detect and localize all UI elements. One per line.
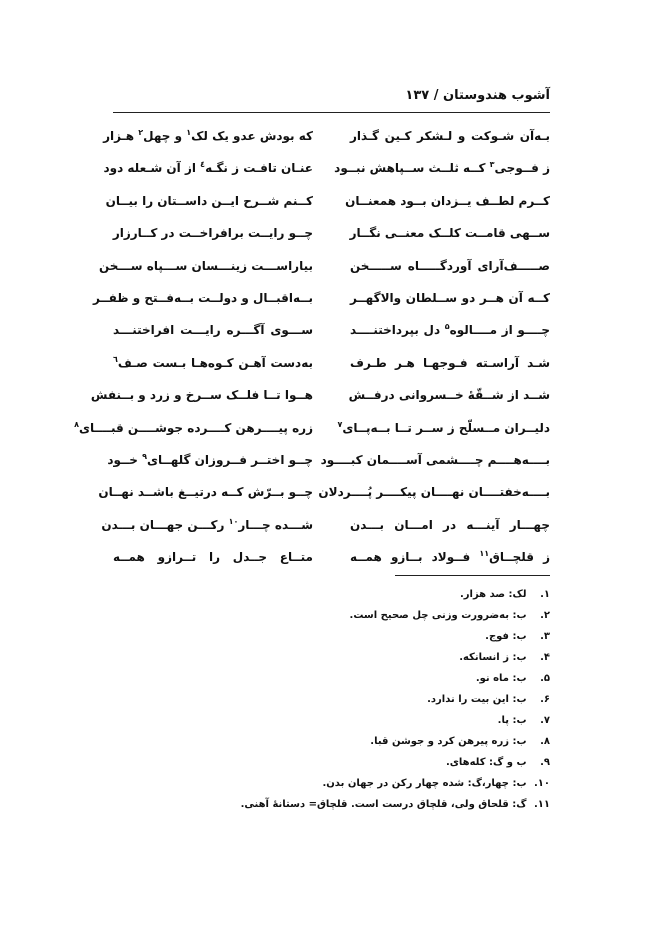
first-hemistich <box>350 516 550 534</box>
footnote <box>220 650 550 671</box>
second-hemistich <box>113 548 313 566</box>
footnote-text: ب: چهار،گ: شده چهار رکن در جهان بدن. <box>322 778 527 789</box>
footnote-number: ۲. <box>540 610 550 621</box>
hemistich-text: هــوا تــا فلــک ســرخ و زرد و بــنفش <box>90 388 313 403</box>
second-hemistich <box>105 192 313 210</box>
first-hemistich <box>350 321 550 339</box>
footnote-text: ب: فوج. <box>485 631 527 642</box>
footnote <box>220 671 550 692</box>
footnote-number: ۹. <box>540 757 550 768</box>
footnote-ref: ۵ <box>444 322 450 332</box>
couplet <box>92 289 550 321</box>
footnote-text: ب: به‌ضرورت وزنی چل صحیح است. <box>349 610 527 621</box>
footnote-number: ۴. <box>540 652 550 663</box>
hemistich-text: بیاراســـت زینـــسان ســـپاه ســـخن <box>99 258 313 273</box>
first-hemistich <box>350 127 550 145</box>
first-hemistich <box>345 192 550 210</box>
couplet <box>98 483 550 515</box>
first-hemistich <box>350 224 550 242</box>
footnotes <box>220 587 550 818</box>
second-hemistich <box>98 483 313 501</box>
first-hemistich <box>350 386 550 404</box>
couplet <box>113 354 550 386</box>
second-hemistich <box>103 127 313 145</box>
footnote-number: ۱. <box>540 589 550 600</box>
hemistich-text: دل بپرداختنــــد <box>350 323 445 338</box>
hemistich-text: ســـوی آگـــره رایـــت افراختنـــد <box>113 323 313 338</box>
hemistich-text: زره پیــــرهن کــــرده جوشــــن قبــــای <box>79 420 313 435</box>
footnote-rule <box>395 575 550 576</box>
footnote-number: ۱۰. <box>533 778 550 789</box>
footnote-ref: ۷ <box>337 419 343 429</box>
footnote-text: ب: ز انسانکه. <box>459 652 527 663</box>
first-hemistich <box>318 483 550 501</box>
couplet <box>113 224 550 256</box>
second-hemistich <box>113 321 313 339</box>
hemistich-text: دلیــران مــسلّح ز ســر تــا بــه‌پــای <box>342 420 550 435</box>
hemistich-text: بــــه‌هــــم چــــشمی آســــمان کبــــود <box>320 452 550 467</box>
hemistich-text: ز قلچــاق <box>489 550 550 565</box>
footnote <box>220 755 550 776</box>
hemistich-text: شــد از شــقّهٔ خــسروانی درفــش <box>348 388 550 403</box>
hemistich-text: کــه آن هــر دو ســلطان والاگهــر <box>350 290 550 305</box>
footnote <box>220 587 550 608</box>
second-hemistich <box>99 257 313 275</box>
first-hemistich <box>350 354 550 372</box>
footnote-number: ۶. <box>540 694 550 705</box>
hemistich-text: و چهل <box>143 129 187 143</box>
hemistich-text: به‌دست آهـن کـوه‌هـا بـست صـف <box>117 355 313 370</box>
hemistich-text: چــو رایــت برافراخــت در کــارزار <box>112 226 313 241</box>
footnote-text: ب: پا. <box>497 715 527 726</box>
footnote <box>220 797 550 818</box>
first-hemistich <box>337 419 550 437</box>
second-hemistich <box>74 419 313 437</box>
couplet <box>90 386 550 418</box>
hemistich-text: کــرم لطــف یــزدان بــود همعنــان <box>345 193 550 208</box>
footnote-number: ۳. <box>540 631 550 642</box>
hemistich-text: خــود <box>107 452 143 467</box>
hemistich-text: چــو بــرّش کــه درتیــغ باشــد نهــان <box>98 485 313 500</box>
couplet <box>107 451 550 483</box>
couplet <box>99 257 550 289</box>
footnote-ref: ۱۰ <box>228 516 239 526</box>
footnote-ref: ۲ <box>138 128 144 137</box>
footnote-text: ب: زره پیرهن کرد و جوشن قبا. <box>370 736 527 747</box>
footnote-number: ۷. <box>540 715 550 726</box>
footnote-text: ب و گ: کله‌های. <box>445 757 527 768</box>
second-hemistich <box>107 451 313 469</box>
hemistich-text: که بودش عدو یک لک <box>191 129 313 143</box>
hemistich-text: صـــــف‌آرای آوردگـــــاه ســـــخن <box>350 258 550 273</box>
hemistich-text: بــــه‌خفتــــان نهــــان پیکــــر پُــــردلان <box>318 485 550 500</box>
hemistich-text: عنـان تافـت ز نگـه <box>205 161 313 176</box>
footnote-number: ۱۱. <box>533 799 550 810</box>
first-hemistich <box>350 548 550 566</box>
footnote-text: گ: قلحاق ولی، قلچاق درست است. قلچاق= دستانهٔ آهنی. <box>240 799 527 810</box>
couplet <box>105 192 550 224</box>
footnote-number: ۵. <box>540 673 550 684</box>
page-title: آشوب هندوستان / ۱۳۷ <box>405 88 550 103</box>
hemistich-text: فــولاد بــازو همــه <box>350 550 480 565</box>
couplet <box>103 159 550 191</box>
hemistich-text: شـــده چـــار <box>238 517 313 532</box>
footnote-ref: ۱۱ <box>479 549 490 559</box>
second-hemistich <box>92 289 313 307</box>
hemistich-text: کــنم شــرح ایــن داســتان را بیــان <box>105 193 313 208</box>
footnote-number: ۸. <box>540 736 550 747</box>
hemistich-text: بـه‌آن شـوکت و لـشکر کـین گـذار <box>350 129 550 143</box>
footnote-text: ب: ماه نو. <box>475 673 527 684</box>
hemistich-text: ســهی قامــت کلــک معنــی نگــار <box>349 226 550 241</box>
footnote <box>220 776 550 797</box>
footnote-text: ب: این بیت را ندارد. <box>427 694 527 705</box>
footnote <box>220 692 550 713</box>
footnote <box>220 734 550 755</box>
footnote <box>220 713 550 734</box>
second-hemistich <box>90 386 313 404</box>
hemistich-text: هـزار <box>103 129 139 143</box>
footnote <box>220 629 550 650</box>
footnote-ref: ۳ <box>489 160 495 170</box>
first-hemistich <box>350 289 550 307</box>
footnote <box>220 608 550 629</box>
couplet <box>113 321 550 353</box>
footnote-ref: ٦ <box>113 354 118 364</box>
first-hemistich <box>334 159 550 177</box>
first-hemistich <box>320 451 550 469</box>
footnote-ref: ٤ <box>200 160 206 170</box>
second-hemistich <box>113 224 313 242</box>
footnote-text: لک: صد هزار. <box>459 589 527 600</box>
couplet <box>74 419 550 451</box>
poem-body <box>74 127 550 580</box>
footnote-ref: ۱ <box>186 128 192 137</box>
footnote-ref: ۹ <box>142 451 147 461</box>
couplet <box>101 516 550 548</box>
second-hemistich <box>101 516 313 534</box>
hemistich-text: بــه‌اقبــال و دولــت بــه‌فــتح و ظفــر <box>92 290 313 305</box>
footnote-ref: ۸ <box>74 419 80 429</box>
couplet <box>103 127 550 159</box>
hemistich-text: رکـــن جهـــان بـــدن <box>101 517 229 532</box>
hemistich-text: شـد آراسـته فـوجهـا هـر طـرف <box>350 355 550 370</box>
second-hemistich <box>113 354 313 372</box>
hemistich-text: ز فــوجی <box>494 161 550 176</box>
hemistich-text: کــه ثلــث ســپاهش نبــود <box>334 161 490 176</box>
hemistich-text: چــــو از مــــالوه <box>449 323 550 338</box>
hemistich-text: چهـــار آینـــه در امـــان بـــدن <box>350 517 550 532</box>
first-hemistich <box>350 257 550 275</box>
header-rule <box>113 112 550 113</box>
hemistich-text: چــو اختــر فــروزان گلهــای <box>147 452 313 467</box>
hemistich-text: متــاع جــدل را تــرازو همــه <box>113 550 313 565</box>
hemistich-text: از آن شـعله دود <box>103 161 201 176</box>
second-hemistich <box>103 159 313 177</box>
running-header <box>113 86 550 108</box>
